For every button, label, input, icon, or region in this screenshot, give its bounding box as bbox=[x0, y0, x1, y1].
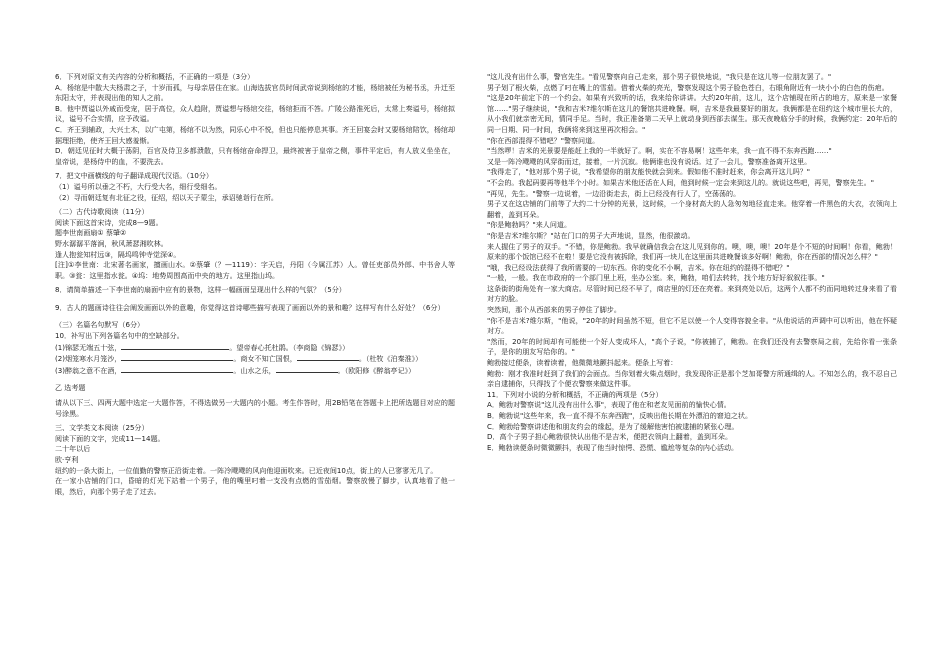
question-7-item-1: （1）谥号所以垂之不朽，大行受大名，细行受细名。 bbox=[55, 181, 222, 191]
story-paragraph: "你是鲍勃吗？"来人问道。 bbox=[487, 220, 571, 230]
story-paragraph: 突然间，那个从西部来的男子停住了脚步。 bbox=[487, 305, 621, 315]
story-paragraph: "你不是吉米?维尔斯，"他说，"20年的时间虽然不短，但它不足以使一个人变得容貌全非。"从他说话的声调中可以听出，他在怀疑对方。 bbox=[487, 315, 897, 336]
story-paragraph: "这儿没有出什么事，警官先生。"看见警察向自己走来，那个男子很快地说，"我只是在这儿等一位朋友罢了。" bbox=[487, 72, 832, 81]
poem-line-1: 野水潺潺平落涧，秋风萧瑟湘吹林。 bbox=[55, 238, 168, 248]
dictation-item-3: (3)醉翁之意不在酒， 。山水之乐， 。（欧阳修《醉翁亭记》） bbox=[55, 365, 416, 375]
story-paragraph: "当然啰！吉米的光景要是能赶上我的一半就好了。啊，实在不容易啊！这些年来，我一直不得不东奔西跑……" bbox=[487, 146, 832, 156]
story-paragraph: "然而，20年的时间却有可能使一个好人变成坏人，"高个子说，"你被捕了，鲍勃。在我们还没有去警察局之前，先给你看一张条子，是你的朋友写给你的。" bbox=[487, 336, 897, 357]
optional-heading: 乙 选考题 bbox=[55, 383, 86, 393]
story-paragraph: 鲍勃接过便条，读着读着，他微微地颤抖起来。便条上写着： bbox=[487, 358, 678, 368]
story-paragraph: 这条街的街角处有一家大商店。尽管时间已经不早了，商店里的灯还在亮着。来到亮处以后，这两个人都不约而同地转过身来看了看对方的脸。 bbox=[487, 283, 897, 304]
question-6-option-c: C．齐王到辅政，大兴土木，以广屯第，杨绾不以为然，同乐心中不悦，但也只能停息其事。齐王回宴会时又要杨绾陪饮，杨绾却据理拒绝，使齐王回大感羞惭。 bbox=[55, 124, 455, 145]
story-author: 欧·亨利 bbox=[55, 455, 79, 464]
answer-blank[interactable] bbox=[121, 353, 233, 361]
left-column bbox=[55, 72, 455, 497]
story-paragraph: "哦，我已经设法获得了我所需要的一切东西。你的变化不小啊，吉米。你在纽约的混得不错吧？" bbox=[487, 262, 790, 272]
story-paragraph: 男子划了根火柴，点燃了叼在嘴上的雪茄。借着火柴的亮光，警察发现这个男子脸色苍白，右眼角附近有一块小小的白色的伤疤。 bbox=[487, 82, 889, 92]
answer-blank[interactable] bbox=[121, 342, 229, 350]
dictation-item-2: (2)烟笼寒水月笼沙， 。商女不知亡国恨， 。（杜牧《泊秦淮》） bbox=[55, 354, 423, 364]
answer-blank[interactable] bbox=[276, 365, 338, 373]
question-6-stem: 6．下列对原文有关内容的分析和概括，不正确的一项是（3分） bbox=[55, 72, 255, 81]
poem-section-heading: （二）古代诗歌阅读（11分） bbox=[55, 207, 149, 217]
story-note: 鲍勃：刚才我准时赶到了我们的会面点。当你划着火柴点烟时，我发现你正是那个芝加哥警方所通缉的人。不知怎么的，我不忍自己亲自逮捕你，只得找了个便衣警察来做这件事。 bbox=[487, 368, 897, 389]
story-paragraph: "再见，先生。"警察一边说着，一边沿街走去，街上已经没有行人了，空荡荡的。 bbox=[487, 188, 741, 198]
question-11-option-d: D．高个子男子担心鲍勃很快认出他不是吉米，便把衣领向上翻着，盖到耳朵。 bbox=[487, 432, 733, 442]
story-title: 二十年以后 bbox=[55, 444, 91, 454]
question-8: 8．请简单描述一下李世南的扇面中应有的景物，这样一幅画面呈现出什么样的气氛？（5分） bbox=[55, 285, 346, 295]
story-paragraph: 来人握住了男子的双手。"不错，你是鲍勃。我早就确信我会在这儿见到你的。噢，噢，噢！20年是个不短的时间啊！你看，鲍勃！原来的那个饭馆已经不在啦！要是它没有被拆除，我们再一块儿在这里面共进晚餐该多好啊！鲍勃，你在西部的情况怎么样？" bbox=[487, 241, 897, 262]
poem-title: 题李世南画扇① 蔡肇② bbox=[55, 228, 127, 238]
question-7-item-2: （2）寻而朝廷复有北征之役，征绍，绍以天子蒙尘，承诏驰诣行在所。 bbox=[55, 192, 278, 202]
poem-instruction: 阅读下面这首宋诗，完成8—9题。 bbox=[55, 217, 163, 227]
story-paragraph-2: 在一家小店铺的门口，昏暗的灯光下站着一个男子，他的嘴里叼着一支没有点燃的雪茄烟。警察放慢了脚步，认真地看了他一眼，然后，向那个男子走了过去。 bbox=[55, 476, 455, 496]
story-paragraph: "你在西部混得不错吧？"警察问道。 bbox=[487, 135, 600, 145]
question-11-option-e: E．鲍勃读便条时微微颤抖，表现了他当时惊愕、恐慌、尴尬等复杂的内心活动。 bbox=[487, 442, 739, 452]
story-paragraph: "你是吉米?维尔斯？"站在门口的男子大声地说，显然，他很激动。 bbox=[487, 230, 695, 240]
story-paragraph: "不会的。我起码要再等他半个小时。如果吉米他还活在人间，他到时候一定会来到这儿的。就说这些吧，再见，警察先生。" bbox=[487, 177, 875, 187]
story-paragraph: 男子又在这店铺的门前等了大约二十分钟的光景，这时候，一个身材高大的人急匆匆地径直走来。他穿着一件黑色的大衣，衣领向上翻着，盖到耳朵。 bbox=[487, 199, 897, 219]
reading-instruction: 阅读下面的文字，完成11—14题。 bbox=[55, 433, 165, 443]
question-9: 9．古人的题画诗往往会阐发画面以外的意趣，你觉得这首诗哪些描写表现了画面以外的景和趣？这样写有什么好处？（6分） bbox=[55, 302, 445, 312]
reading-heading: 三、文学类文本阅读（25分） bbox=[55, 423, 149, 433]
poem-note: [注]①李世南：北宋著名画家，擅画山水。②蔡肇（？—1119）：字天启，丹阳（今属江苏）人。曾任吏部员外郎、中书舍人等职。③瓮：这里指水瓮。④坞：地势周围高而中央的地方。这里指山坞。 bbox=[55, 260, 455, 280]
poem-line-2: 逢人抱瓮知村远③，隔坞鸣钟寺觉深④。 bbox=[55, 249, 181, 259]
story-paragraph: "我得走了，"他对那个男子说，"我希望你的朋友能快就会到来。假如他不准时赶来，你会离开这儿吗？" bbox=[487, 167, 811, 177]
optional-instruction: 请从以下三、四两大题中选定一大题作答，不得选做另一大题内的小题。考生作答时，用2B铅笔在答题卡上把所选题目对应的题号涂黑。 bbox=[55, 398, 455, 418]
story-paragraph: "这是20年前定下的一个约会。如果有兴致听的话，我来给你讲讲。大约20年前，这儿，这个店铺现在所占的地方，原来是一家餐馆……"男子继续说，"我和吉米?维尔斯在这儿的餐馆共进晚餐。啊，吉米是我最要好的朋友。我俩都是在纽约这个城市里长大的，从小我们就亲密无间，情同手足。当时，我正准备第二天早上就动身到西部去谋生。那天夜晚临分手的时候，我俩约定：20年后的同一日期、同一时间，我俩将来到这里再次相会。" bbox=[487, 93, 897, 134]
question-6-option-a: A．杨绾是中散大夫杨肃之子，十岁而孤，与母亲居住在家。山海选拔官员时间武帝说到杨绾的才能，杨绾被任为秘书丞，升迁至东阳太守，并表现出他的知人之前。 bbox=[55, 82, 455, 103]
question-11-option-a: A．鲍勃对警察说"这儿没有出什么事"，表现了他在和老友见面前的愉快心情。 bbox=[487, 400, 731, 410]
question-11-stem: 11．下列对小说的分析和概括，不正确的两项是（5分） bbox=[487, 389, 663, 399]
question-7-stem: 7．把文中画横线的句子翻译成现代汉语。（10分） bbox=[55, 171, 213, 181]
story-paragraph-1: 纽约的一条大街上，一位值勤的警察正沿街走着。一阵冷飕飕的风向他迎面吹来。已近夜间10点，街上的人已寥寥无几了。 bbox=[55, 465, 438, 475]
question-6-option-b: B．他中贾谥以外戚而受宠，居于高位，众人趋附，贾谥想与杨绾交往，杨绾拒而不答。广陵公路淮死后，太常上奏谥号，杨绾拟议，谥号不合实情，应予改谥。 bbox=[55, 103, 455, 124]
story-paragraph: "一般，一般。我在市政府的一个部门里上班，坐办公室。来，鲍勃，咱们去转转，找个地方好好叙叙往事。" bbox=[487, 273, 825, 283]
dictation-heading: （三）名篇名句默写（6分） bbox=[55, 320, 145, 330]
right-column bbox=[487, 72, 897, 453]
question-10-stem: 10．补写出下列各篇名句中的空缺部分。 bbox=[55, 331, 184, 341]
answer-blank[interactable] bbox=[297, 353, 359, 361]
question-11-option-c: C．鲍勃给警察讲述他和朋友约会的缘起，是为了缓解他害怕被逮捕的紧张心理。 bbox=[487, 421, 739, 431]
question-11-option-b: B．鲍勃说"这些年来，我一直不得不东奔西跑"，反映出他长期在外漂泊的窘迫之状。 bbox=[487, 411, 753, 420]
dictation-item-1: (1)锦瑟无端五十弦， 。望帝春心托杜鹃。（李商隐《锦瑟》） bbox=[55, 342, 350, 352]
answer-blank[interactable] bbox=[121, 365, 233, 373]
question-6-option-d: D．朝廷见征时大概于荡阴，百官及侍卫多都溃散，只有杨绾奋命捍卫，最终被害于皇帝之侧，事件平定后，有人放义坐坐在，皇帝说，是杨侍中的血，不要洗去。 bbox=[55, 146, 455, 166]
story-paragraph: 又是一阵冷飕飕的风穿街而过，接着，一片沉寂。他俩谁也没有说话。过了一会儿，警察准备离开这里。 bbox=[487, 156, 812, 166]
